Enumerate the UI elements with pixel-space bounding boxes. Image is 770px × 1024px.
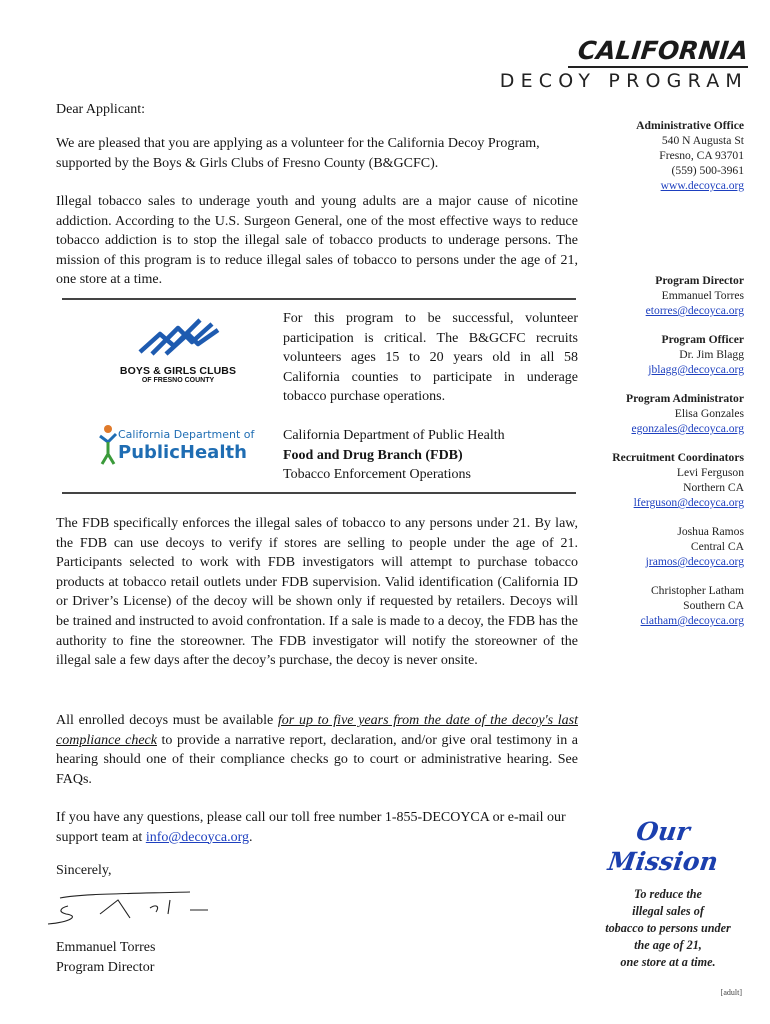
bgc-name: BOYS & GIRLS CLUBS <box>119 365 237 377</box>
contact-text-pre: If you have any questions, please call our toll free number 1-855-DECOYCA or e-mail our support team at <box>56 810 566 845</box>
admin-contact <box>544 391 744 436</box>
director-contact <box>544 273 744 318</box>
mission-line-2: illegal sales of <box>632 904 704 918</box>
recruiter-1-region: Northern CA <box>683 481 744 494</box>
signer-name: Emmanuel Torres <box>56 940 156 955</box>
mission-paragraph: Illegal tobacco sales to underage youth and young adults are a major cause of nicotine addiction. According to the U.S. Surgeon General, one of the most effective ways to reduce tobacco addiction is to stop the illegal sale of tobacco products to underage persons. The mission of this program is to reduce illegal sales of tobacco to persons under the age of 21, one store at a time. <box>56 194 578 288</box>
administrative-office <box>544 118 744 193</box>
office-heading: Administrative Office <box>636 119 744 132</box>
admin-heading: Program Administrator <box>626 392 744 405</box>
admin-email-link[interactable]: egonzales@decoyca.org <box>631 422 744 435</box>
cdph-logo <box>96 418 266 478</box>
contact-text-post: . <box>249 829 253 845</box>
mission-statement <box>590 886 746 971</box>
director-email-link[interactable]: etorres@decoyca.org <box>645 304 744 317</box>
signature-image <box>40 888 220 928</box>
mission-line-1: To reduce the <box>634 887 702 901</box>
signer-title: Program Director <box>56 959 155 975</box>
officer-email-link[interactable]: jblagg@decoyca.org <box>648 363 744 376</box>
cdph-line1: California Department of Public Health <box>283 428 505 443</box>
footer-tag: [adult] <box>720 988 742 997</box>
cdph-small-text: California Department of <box>118 428 255 441</box>
officer-heading: Program Officer <box>661 333 744 346</box>
intro-paragraph: We are pleased that you are applying as a volunteer for the California Decoy Program, supported by the Boys & Girls Clubs of Fresno County (B&GCFC). <box>56 136 540 171</box>
recruiter-2-email-link[interactable]: jramos@decoyca.org <box>645 555 744 568</box>
staff-directory <box>544 273 744 642</box>
volunteer-paragraph: For this program to be successful, volunteer participation is critical. The B&GCFC recruits volunteers ages 15 to 20 years old in all 58 California counties to participate in underage tobacco purchase operations. <box>283 311 578 405</box>
recruiter-3-name: Christopher Latham <box>650 584 744 597</box>
availability-text-post: to provide a narrative report, declaration, and/or give oral testimony in a hearing should one of their compliance checks go to court or administrative hearing. See FAQs. <box>56 732 579 787</box>
recruiter-3-region: Southern CA <box>683 599 744 612</box>
availability-emphasis: for up to five years from the date of the decoy's last compliance check <box>56 713 578 748</box>
office-street: 540 N Augusta St <box>661 134 744 147</box>
recruitment-contacts <box>544 450 744 628</box>
greeting: Dear Applicant: <box>56 102 146 117</box>
support-email-link[interactable]: info@decoyca.org <box>145 829 250 845</box>
closing: Sincerely, <box>56 863 112 878</box>
cdph-block <box>283 426 578 485</box>
boys-girls-clubs-logo <box>110 312 246 384</box>
mission-line-3: tobacco to persons under <box>605 921 731 935</box>
office-city: Fresno, CA 93701 <box>659 149 744 162</box>
mission-line-4: the age of 21, <box>634 938 702 952</box>
our-mission-line2: Mission <box>606 847 720 876</box>
our-mission-heading <box>598 817 728 877</box>
contact-paragraph <box>56 808 578 847</box>
our-mission-line1: Our <box>634 817 692 846</box>
section-divider-bottom <box>62 492 576 494</box>
recruiter-2-region: Central CA <box>690 540 744 553</box>
officer-name: Dr. Jim Blagg <box>679 348 744 361</box>
bgc-sub: OF FRESNO COUNTY <box>141 377 215 384</box>
director-name: Emmanuel Torres <box>661 289 744 302</box>
admin-name: Elisa Gonzales <box>674 407 744 420</box>
cdph-line2: Food and Drug Branch (FDB) <box>283 447 463 463</box>
availability-paragraph <box>56 711 578 789</box>
section-divider-top <box>62 298 576 300</box>
recruiter-2-name: Joshua Ramos <box>677 525 744 538</box>
decoy-program-logo-subtitle: DECOY PROGRAM <box>499 70 748 92</box>
director-heading: Program Director <box>655 274 744 287</box>
website-link[interactable]: www.decoyca.org <box>660 179 744 192</box>
officer-contact <box>544 332 744 377</box>
recruiter-1-name: Levi Ferguson <box>676 466 744 479</box>
mission-line-5: one store at a time. <box>620 955 716 969</box>
office-phone: (559) 500-3961 <box>671 164 744 177</box>
recruiter-1-email-link[interactable]: lferguson@decoyca.org <box>633 496 744 509</box>
fdb-paragraph: The FDB specifically enforces the illegal sales of tobacco to any persons under 21. By law, the FDB can use decoys to verify if stores are selling to people under the age of 21. Participants selected to work with FDB investigators will attempt to purchase tobacco products at tobacco retail outlets under FDB supervision. Valid identification (California ID or Driver’s License) of the decoy will be shown only if requested by retailers. Decoys will be trained and instructed to avoid confrontation. If a sale is made to a decoy, the FDB has the authority to fine the storeowner. The FDB investigator will notify the storeowner of the illegal sale a few days after the decoy’s purchase, the decoy is never onsite. <box>56 516 578 669</box>
signer <box>56 938 155 977</box>
logo-divider <box>568 66 748 68</box>
bgc-hands-icon <box>110 312 246 358</box>
california-logo-title: CALIFORNIA <box>576 36 750 65</box>
recruiter-3-email-link[interactable]: clatham@decoyca.org <box>640 614 744 627</box>
recruit-heading: Recruitment Coordinators <box>612 451 744 464</box>
people-figures-icon <box>96 424 120 468</box>
cdph-line3: Tobacco Enforcement Operations <box>283 467 471 483</box>
cdph-big-text: PublicHealth <box>118 442 247 463</box>
availability-text-pre: All enrolled decoys must be available <box>56 713 278 728</box>
